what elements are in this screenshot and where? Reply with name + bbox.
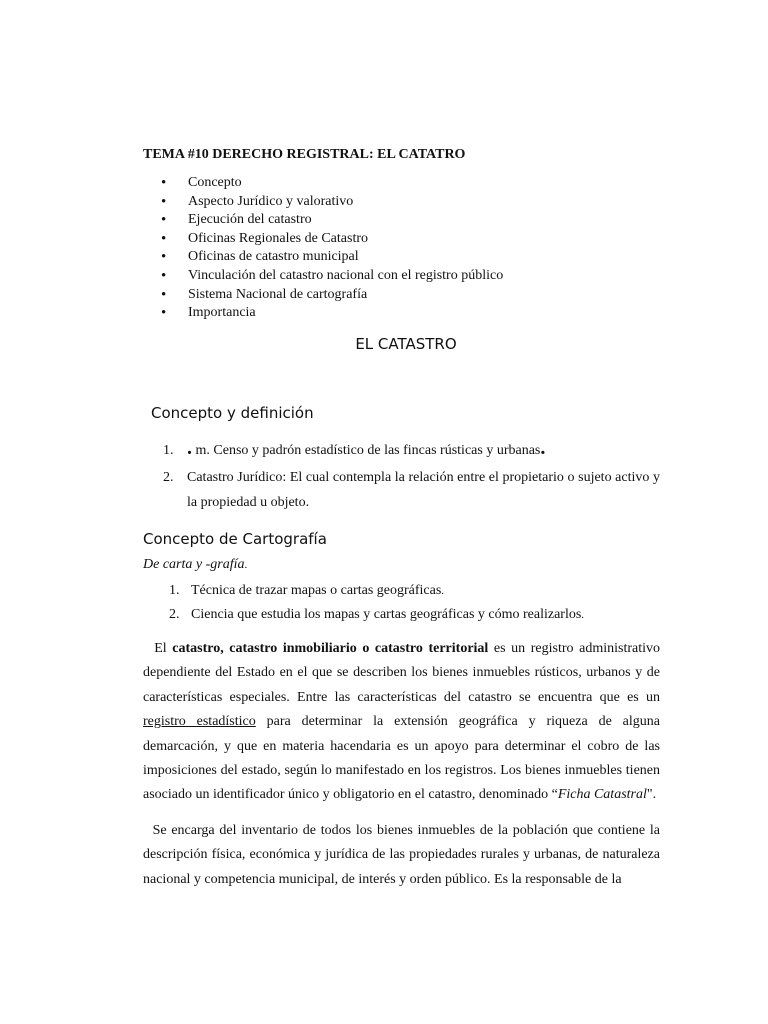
list-number: 2.: [169, 607, 180, 622]
cartografia-heading: Concepto de Cartografía: [143, 530, 327, 548]
definition-list: [143, 438, 660, 515]
para-text: es un registro administrativo dependiente del Estado en el que se describen los bienes inmuebles rústicos, urbanos y de características especiales. Entre las características del catastro se encuentra que es un: [143, 641, 660, 705]
topic-item: • Vinculación del catastro nacional con el registro público: [143, 267, 503, 286]
topic-item: • Ejecución del catastro: [143, 211, 503, 230]
document-title: TEMA #10 DERECHO REGISTRAL: EL CATATRO: [143, 147, 466, 162]
definition-item: [143, 465, 660, 515]
para-italic-text: Ficha Catastral: [557, 787, 647, 803]
definition-text: m. Censo y padrón estadístico de las fincas rústicas y urbanas: [192, 443, 541, 458]
para-text: para determinar la extensión geográfica y riqueza de alguna demarcación, y que en materia hacendaria es un apoyo para determinar el cobro de las imposiciones del estado, según lo manifestado en los registros. Los bienes inmuebles tienen asociado un identificador único y obligatorio en el catastro, denominado “: [143, 714, 660, 803]
list-number: 2.: [163, 470, 174, 485]
end-mark: .: [581, 609, 585, 621]
topic-item: • Concepto: [143, 174, 503, 193]
topic-item: • Oficinas Regionales de Catastro: [143, 230, 503, 249]
topic-list: [143, 174, 503, 323]
para-text: ".: [646, 787, 657, 803]
main-heading: EL CATASTRO: [355, 335, 457, 353]
bullet-mark: .: [187, 437, 192, 459]
topic-item: • Importancia: [143, 304, 503, 323]
definition-text: Catastro Jurídico: El cual contempla la relación entre el propietario o sujeto activo y la propiedad u objeto.: [187, 470, 660, 510]
para-text: El: [154, 641, 173, 656]
paragraph-inventario: [143, 819, 660, 892]
cartografia-text: Técnica de trazar mapas o cartas geográficas: [191, 583, 442, 598]
list-number: 1.: [169, 583, 180, 598]
para-underlined-text: registro estadístico: [143, 714, 256, 730]
cartografia-list: [143, 579, 584, 627]
topic-item: • Aspecto Jurídico y valorativo: [143, 193, 503, 212]
list-number: 1.: [163, 443, 174, 458]
end-mark: .: [441, 585, 445, 597]
cartografia-item: [143, 603, 584, 627]
etymology-text: De carta y -grafía: [143, 557, 245, 572]
etymology-end: .: [244, 559, 248, 571]
concepto-heading: Concepto y definición: [151, 404, 314, 422]
para-text: Se encarga del inventario de todos los bienes inmuebles de la población que contiene la descripción física, económica y jurídica de las propiedades rurales y urbanas, de naturaleza nacional y competencia municipal, de interés y orden público. Es la responsable de la: [143, 823, 661, 887]
end-mark: .: [540, 437, 546, 459]
topic-item: • Sistema Nacional de cartografía: [143, 286, 503, 305]
cartografia-etymology: [143, 557, 247, 573]
definition-item: [143, 438, 660, 463]
cartografia-item: [143, 579, 584, 603]
para-bold-text: catastro, catastro inmobiliario o catastro territorial: [172, 641, 489, 656]
topic-item: • Oficinas de catastro municipal: [143, 248, 503, 267]
cartografia-text: Ciencia que estudia los mapas y cartas geográficas y cómo realizarlos: [191, 607, 582, 622]
paragraph-catastro: [143, 637, 660, 808]
